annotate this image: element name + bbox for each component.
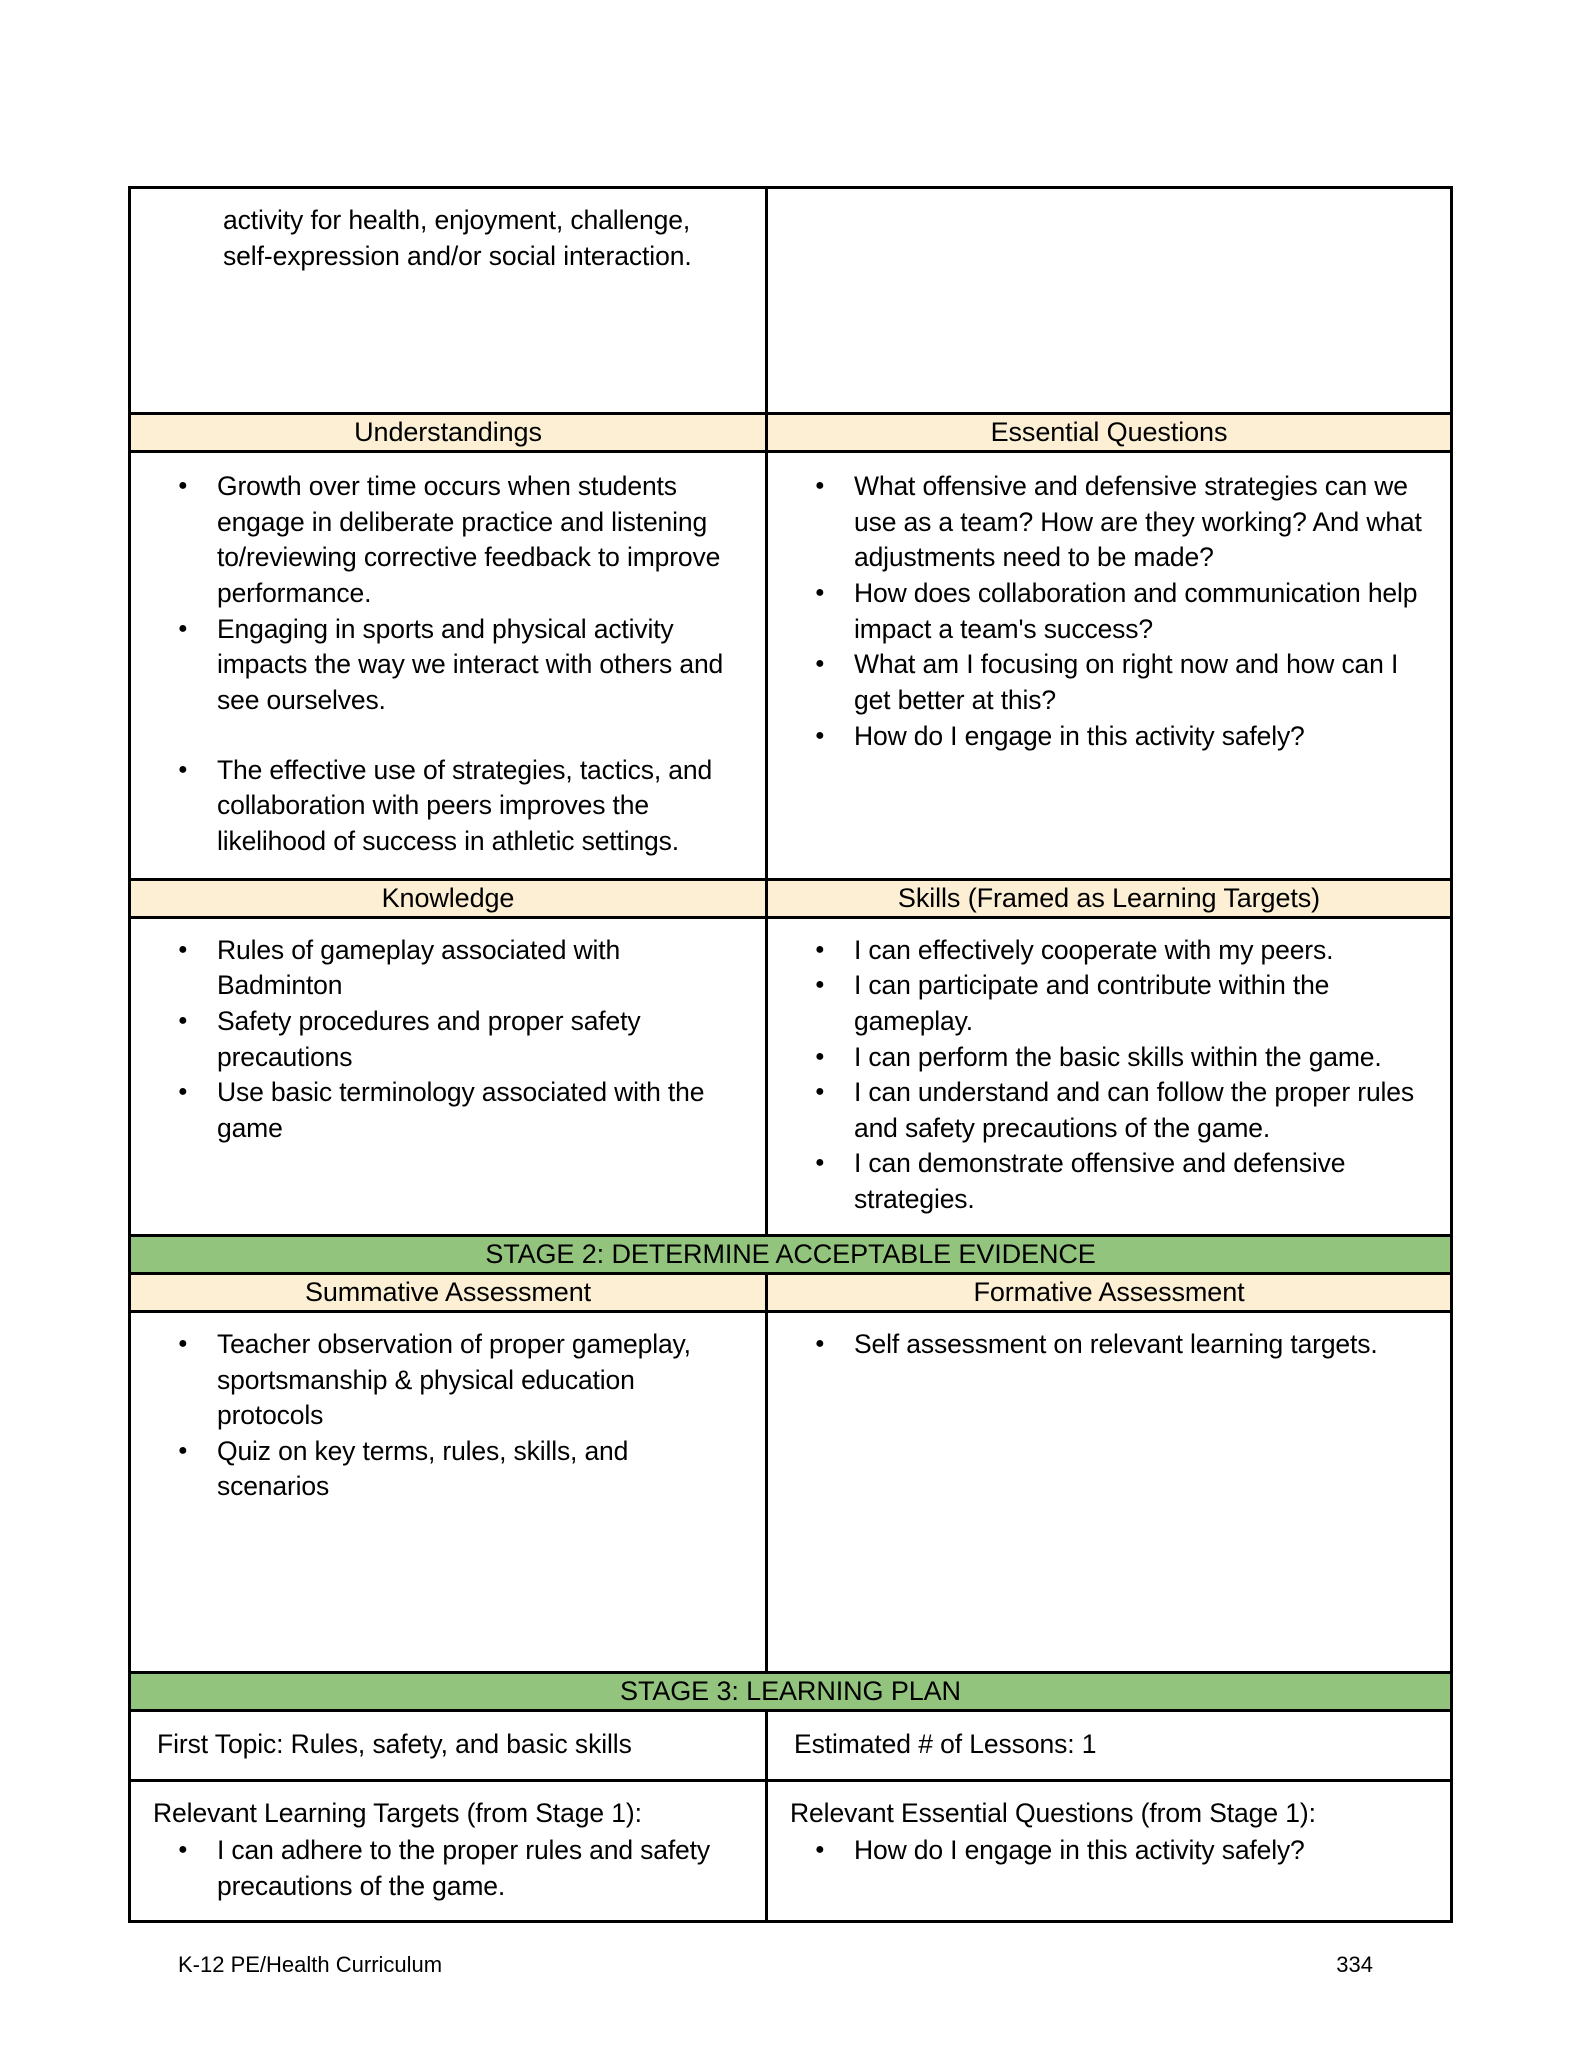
cell-summative (130, 1311, 767, 1672)
formative-list (768, 1313, 1450, 1379)
list-item: ● How do I engage in this activity safely? (854, 719, 1428, 755)
list-item: ● Growth over time occurs when students engage in deliberate practice and listening to/reviewing corrective feedback to improve performance. (217, 469, 743, 612)
list-item: ● The effective use of strategies, tactics, and collaboration with peers improves the likelihood of success in athletic settings. (217, 753, 743, 860)
cell-relevant-learning-targets (130, 1780, 767, 1922)
cell-knowledge (130, 917, 767, 1235)
header-essential-questions-label: Essential Questions (990, 417, 1228, 447)
header-understandings (130, 414, 767, 452)
footer-curriculum-label: K-12 PE/Health Curriculum (178, 1952, 443, 1977)
cell-estimated-lessons (767, 1711, 1452, 1781)
page-footer (128, 1952, 1453, 1992)
list-item: ● Use basic terminology associated with the game (217, 1075, 743, 1146)
header-formative (767, 1273, 1452, 1311)
cell-formative (767, 1311, 1452, 1672)
list-item: ● Quiz on key terms, rules, skills, and scenarios (217, 1434, 743, 1505)
list-item: ● How does collaboration and communication help impact a team's success? (854, 576, 1428, 647)
relevant-learning-targets-list (131, 1831, 765, 1920)
cell-essential-questions (767, 452, 1452, 879)
list-item: ● I can demonstrate offensive and defensive strategies. (854, 1146, 1428, 1217)
list-item: ● What offensive and defensive strategies can we use as a team? How are they working? And what adjustments need to be made? (854, 469, 1428, 576)
table-row-relevant (130, 1780, 1452, 1922)
spacer (131, 292, 765, 412)
list-item: ● Safety procedures and proper safety precautions (217, 1004, 743, 1075)
spacer (131, 1521, 765, 1671)
summative-list (131, 1313, 765, 1521)
stage3-banner-label: STAGE 3: LEARNING PLAN (620, 1676, 961, 1707)
stage3-banner (130, 1673, 1452, 1711)
essential-questions-list (768, 453, 1450, 772)
cell-understandings (130, 452, 767, 879)
knowledge-list (131, 919, 765, 1163)
footer-page-number: 334 (1336, 1952, 1373, 1977)
continued-text: activity for health, enjoyment, challenge, self-expression and/or social interaction. (223, 205, 692, 271)
relevant-learning-targets-lead: Relevant Learning Targets (from Stage 1): (153, 1797, 642, 1828)
header-summative-label: Summative Assessment (304, 1276, 592, 1307)
estimated-lessons-text: Estimated # of Lessons: 1 (794, 1729, 1097, 1760)
relevant-essential-questions-list (768, 1831, 1450, 1885)
understandings-list (131, 453, 765, 877)
table-row-continued (130, 188, 1452, 414)
list-item: ● How do I engage in this activity safely? (854, 1833, 1428, 1869)
list-item: ● I can understand and can follow the proper rules and safety precautions of the game. (854, 1075, 1428, 1146)
table-row-assessment-header (130, 1273, 1452, 1311)
first-topic-text: First Topic: Rules, safety, and basic skills (157, 1729, 632, 1760)
table-row-topic (130, 1711, 1452, 1781)
table-row-stage3-banner (130, 1673, 1452, 1711)
header-understandings-label: Understandings (354, 417, 542, 447)
cell-first-topic (130, 1711, 767, 1781)
header-skills-label: Skills (Framed as Learning Targets) (897, 882, 1321, 913)
header-skills (767, 879, 1452, 917)
cell-skills (767, 917, 1452, 1235)
list-item: ● Rules of gameplay associated with Badminton (217, 933, 743, 1004)
unit-design-table (128, 186, 1453, 1923)
header-essential-questions (767, 414, 1452, 452)
list-item: ● I can participate and contribute within the gameplay. (854, 968, 1428, 1039)
continued-text-right (768, 189, 1450, 221)
table-row-knowledge-header (130, 879, 1452, 917)
list-item: ● Teacher observation of proper gameplay, sportsmanship & physical education protocols (217, 1327, 743, 1434)
cell-continued-left (130, 188, 767, 414)
cell-relevant-essential-questions (767, 1780, 1452, 1922)
list-item: ● I can perform the basic skills within the game. (854, 1040, 1428, 1076)
skills-list (768, 919, 1450, 1234)
relevant-essential-questions-lead: Relevant Essential Questions (from Stage 1): (790, 1797, 1316, 1828)
cell-continued-right (767, 188, 1452, 414)
header-knowledge (130, 879, 767, 917)
list-item: ● Self assessment on relevant learning targets. (854, 1327, 1428, 1363)
table-row-understandings-header (130, 414, 1452, 452)
list-item: ● I can effectively cooperate with my peers. (854, 933, 1428, 969)
table-row-knowledge-content (130, 917, 1452, 1235)
list-item: ● What am I focusing on right now and how can I get better at this? (854, 647, 1428, 718)
table-row-stage2-banner (130, 1235, 1452, 1273)
table-row-understandings-content (130, 452, 1452, 879)
table-row-assessment-content (130, 1311, 1452, 1672)
header-formative-label: Formative Assessment (973, 1276, 1245, 1307)
stage2-banner-label: STAGE 2: DETERMINE ACCEPTABLE EVIDENCE (485, 1238, 1096, 1269)
header-knowledge-label: Knowledge (381, 882, 515, 913)
list-item: ● I can adhere to the proper rules and safety precautions of the game. (217, 1833, 743, 1904)
stage2-banner (130, 1235, 1452, 1273)
header-summative (130, 1273, 767, 1311)
list-item: ● Engaging in sports and physical activity impacts the way we interact with others and see ourselves. (217, 612, 743, 719)
